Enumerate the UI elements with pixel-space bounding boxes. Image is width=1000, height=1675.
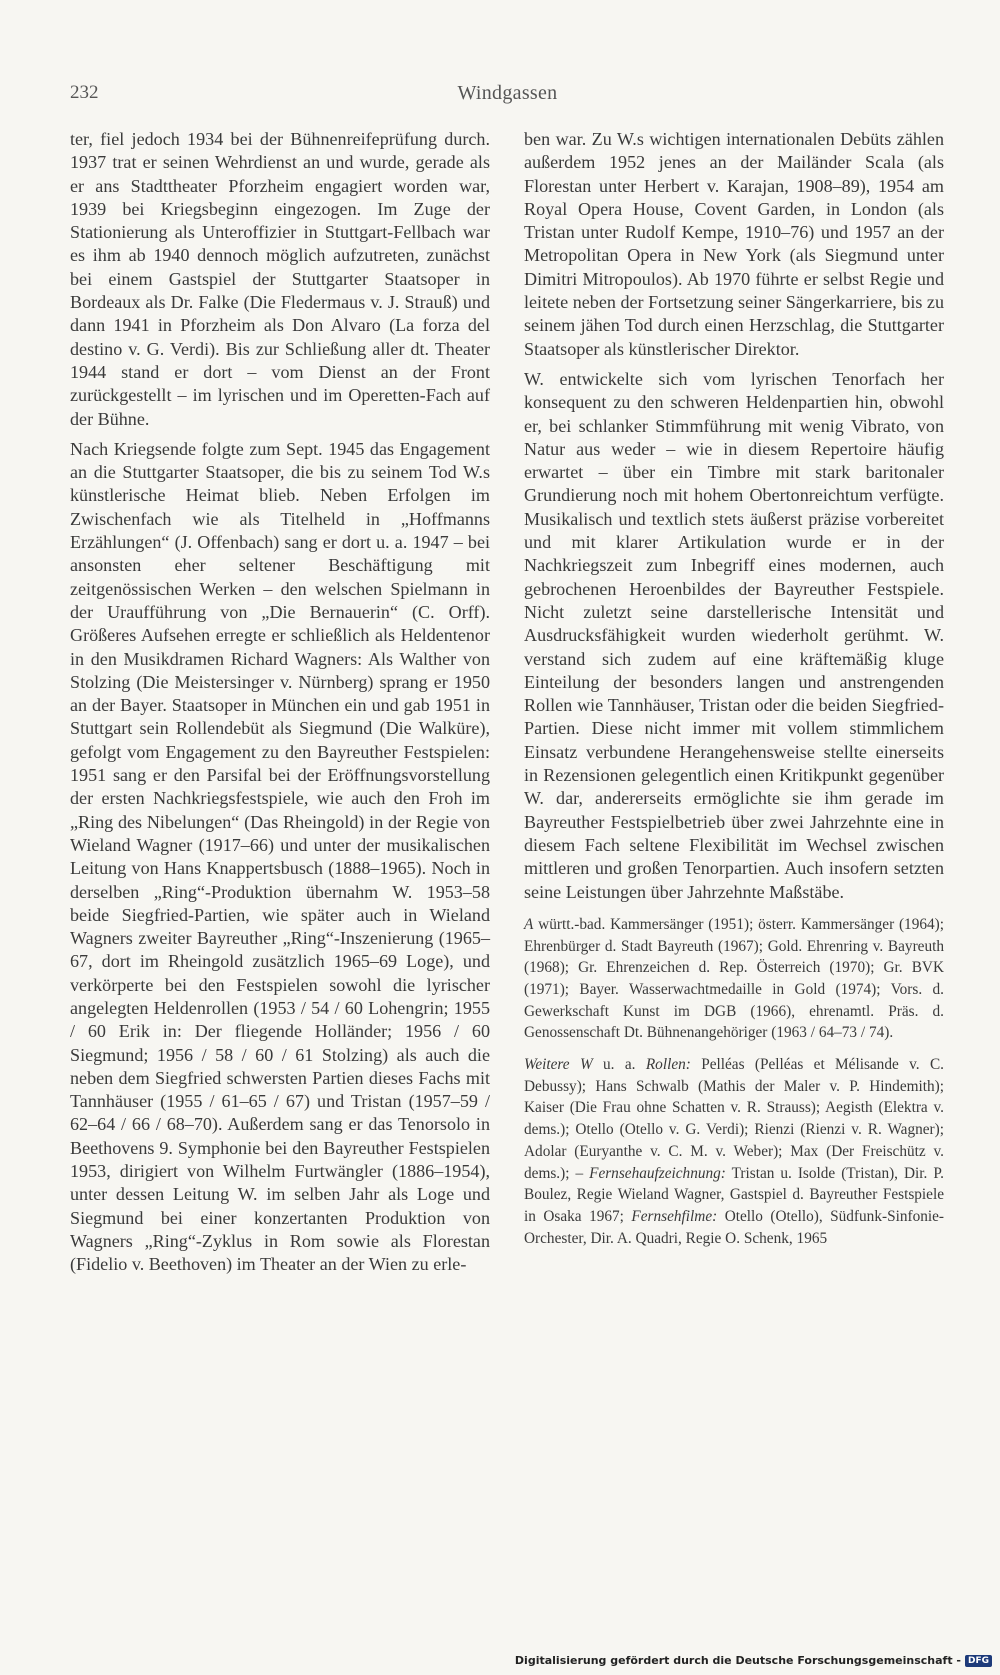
dfg-logo: DFG <box>965 1655 992 1667</box>
page-number: 232 <box>70 82 99 103</box>
works-mid: u. a. <box>592 1056 646 1074</box>
paragraph: Nach Kriegsende folgte zum Sept. 1945 das Engagement an die Stuttgarter Staatsoper, die bis zu seinem Tod W.s künstlerische Heimat blieb. Neben Erfolgen im Zwischenfach wie als Titelheld in „Hoffmanns Erzählungen“ (J. Offenbach) sang er dort u. a. 1947 – bei ansonsten eher seltener Beschäftigung mit zeitgenössischen Werken – den welschen Spielmann in der Uraufführung von „Die Bernauerin“ (C. Orff). Größeres Aufsehen erregte er schließlich als Heldentenor in den Musikdramen Richard Wagners: Als Walther von Stolzing (Die Meistersinger v. Nürnberg) sprang er 1950 an der Bayer. Staatsoper in München ein und gab 1951 in Stuttgart sein Rollendebüt als Siegmund (Die Walküre), gefolgt vom Engagement zu den Bayreuther Festspielen: 1951 sang er den Parsifal bei der Eröffnungsvorstellung der ersten Nachkriegsfestspiele, wie auch den Froh im „Ring des Nibelungen“ (Das Rheingold) in der Regie von Wieland Wagner (1917–66) und unter der musikalischen Leitung von Hans Knappertsbusch (1888–1965). Noch in derselben „Ring“-Produktion übernahm W. 1953–58 beide Siegfried-Partien, wie später auch in Wieland Wagners zweiter Bayreuther „Ring“-Inszenierung (1965–67, dort im Rheingold zusätzlich 1965–69 Loge), und verkörperte bei den Festspielen sowohl die lyrischer angelegten Heldenrollen (1953 / 54 / 60 Lohengrin; 1955 / 60 Erik in: Der fliegende Holländer; 1956 / 60 Siegmund; 1956 / 58 / 60 / 61 Stolzing) als auch die neben dem Siegfried schwersten Partien dieses Fachs mit Tannhäuser (1955 / 61–65 / 67) und Tristan (1957–59 / 62–64 / 66 / 68–70). Außerdem sang er das Tenorsolo in Beethovens 9. Symphonie bei den Bayreuther Festspielen 1953, dirigiert von Wilhelm Furtwängler (1886–1954), unter dessen Leitung W. im selben Jahr als Loge und Siegmund bei einer konzertanten Produktion von Wagners „Ring“-Zyklus in Rom sowie als Florestan (Fidelio v. Beethoven) im Theater an der Wien zu erle- <box>70 438 490 1275</box>
awards-section <box>524 914 944 1044</box>
paragraph: ben war. Zu W.s wichtigen internationalen Debüts zählen außerdem 1952 jenes an der Mailänder Scala (als Florestan unter Herbert v. Karajan, 1908–89), 1954 am Royal Opera House, Covent Garden, in London (als Tristan unter Rudolf Kempe, 1910–76) und 1957 an der Metropolitan Opera in New York (als Siegmund unter Dimitri Mitropoulos). Ab 1970 führte er selbst Regie und leitete neben der Fortsetzung seiner Sängerkarriere, bis zu seinem jähen Tod durch einen Herzschlag, die Stuttgarter Staatsoper als künstlerischer Direktor. <box>524 129 945 359</box>
works-film-label: Fernsehfilme: <box>631 1207 718 1225</box>
works-film-text: Otello (Otello), Südfunk-Sinfonie-Orchester, Dir. A. Quadri, Regie O. Schenk, 1965 <box>524 1207 944 1247</box>
works-section <box>524 1054 944 1249</box>
credit-text: Digitalisierung gefördert durch die Deutsche Forschungsgemeinschaft - <box>514 1654 961 1667</box>
paragraph: W. entwickelte sich vom lyrischen Tenorfach her konsequent zu den schweren Heldenpartien hin, obwohl er, bei schlanker Stimmführung mit wenig Vibrato, von Natur aus weder – wie in diesem Repertoire häufig erwartet – über ein Timbre mit stark baritonaler Grundierung noch mit hohem Obertonreichtum verfügte. Musikalisch und textlich stets äußerst präzise vorbereitet und mit klarer Artikulation wurde er in der Nachkriegszeit zum Inbegriff eines modernen, auch gebrochenen Heroenbildes der Bayreuther Festspiele. Nicht zuletzt seine darstellerische Intensität und Ausdrucksfähigkeit wurden wiederholt gerühmt. W. verstand sich zudem auf eine kräftemäßig kluge Einteilung der besonders langen und anstrengenden Rollen wie Tannhäuser, Tristan oder die beiden Siegfried-Partien. Diese nicht immer mit vollem stimmlichem Einsatz verbundene Herangehensweise stellte einerseits in Rezensionen gelegentlich einen Kritikpunkt gegenüber W. dar, andererseits ermöglichte sie ihm gerade im Bayreuther Festspielbetrieb über zwei Jahrzehnte eine in diesem Fach seltene Flexibilität im Wechsel zwischen mittleren und großen Tenorpartien. Auch insofern setzten seine Leistungen über Jahrzehnte Maßstäbe. <box>524 368 944 902</box>
digitization-credit <box>515 1654 992 1667</box>
left-column <box>70 128 490 1277</box>
running-title: Windgassen <box>457 82 558 104</box>
works-tv-label: Fernsehaufzeichnung: <box>589 1164 726 1182</box>
works-roles-text: Pelléas (Pelléas et Mélisande v. C. Debussy); Hans Schwalb (Mathis der Maler v. P. Hindemith); Kaiser (Die Frau ohne Schatten v. R. Strauss); Aegisth (Elektra v. dems.); Otello (Otello v. G. Verdi); Rienzi (Rienzi v. R. Wagner); Adolar (Euryanthe v. C. M. v. Weber); Max (Der Freischütz v. dems.); – <box>524 1056 944 1182</box>
paragraph: ter, fiel jedoch 1934 bei der Bühnenreifeprüfung durch. 1937 trat er seinen Wehrdienst an und wurde, gerade als er ans Stadttheater Pforzheim engagiert worden war, 1939 bei Kriegsbeginn eingezogen. Im Zuge der Stationierung als Unteroffizier in Stuttgart-Fellbach war es ihm ab 1940 dennoch möglich aufzutreten, zunächst bei einem Gastspiel der Stuttgarter Staatsoper in Bordeaux als Dr. Falke (Die Fledermaus v. J. Strauß) und dann 1941 in Pforzheim als Don Alvaro (La forza del destino v. G. Verdi). Bis zur Schließung aller dt. Theater 1944 stand er dort – vom Dienst an der Front zurückgestellt – im lyrischen und im Operetten-Fach auf der Bühne. <box>70 129 490 429</box>
awards-text: württ.-bad. Kammersänger (1951); österr. Kammersänger (1964); Ehrenbürger d. Stadt Bayreuth (1967); Gold. Ehrenring v. Bayreuth (1968); Gr. Ehrenzeichen d. Rep. Österreich (1970); Gr. BVK (1971); Bayer. Wasserwachtmedaille in Gold (1974); Vors. d. Gewerkschaft Kunst im DGB (1966), ehrenamtl. Präs. d. Genossenschaft Dt. Bühnenangehöriger (1963 / 64–73 / 74). <box>524 915 944 1042</box>
awards-lead: A <box>524 915 534 933</box>
page-header <box>70 82 945 112</box>
works-lead: Weitere W <box>524 1056 593 1074</box>
right-column <box>524 128 944 1249</box>
works-tv-text: Tristan u. Isolde (Tristan), Dir. P. Boulez, Regie Wieland Wagner, Gastspiel d. Bayreuther Festspiele in Osaka 1967; <box>524 1164 944 1225</box>
works-roles-label: Rollen: <box>645 1056 691 1074</box>
